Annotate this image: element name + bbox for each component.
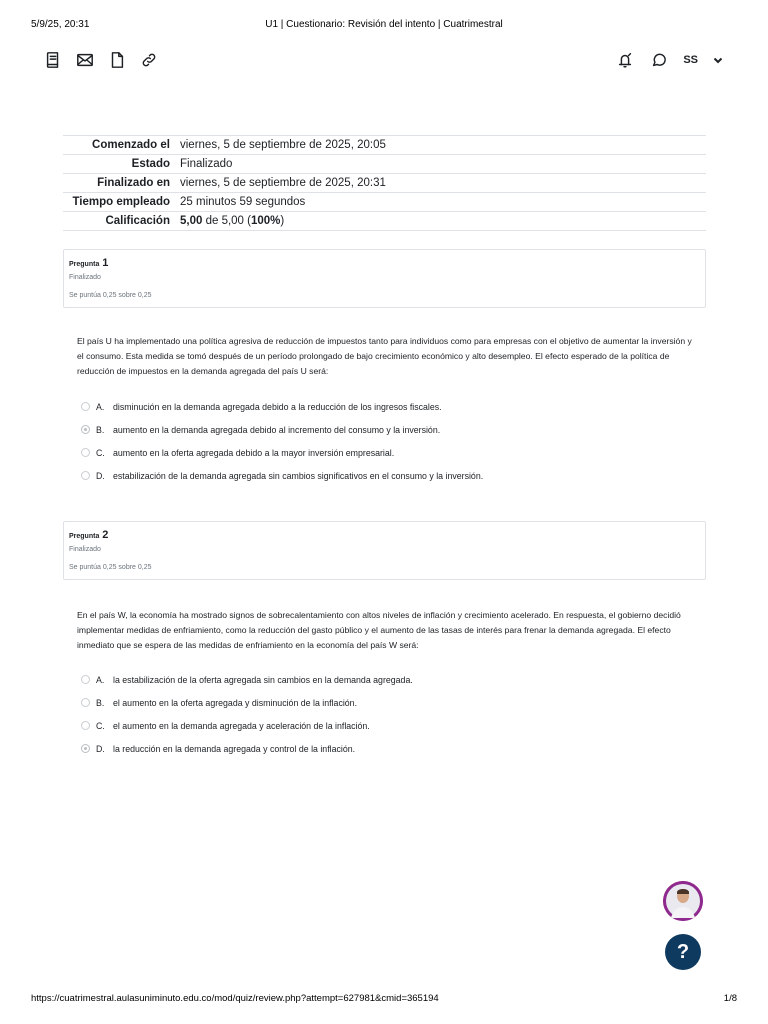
answer-option[interactable] <box>81 691 701 714</box>
summary-row-finished <box>63 174 706 193</box>
question-number-value: 1 <box>102 257 109 269</box>
answer-letter: B. <box>96 697 105 708</box>
answer-letter: C. <box>96 720 105 731</box>
print-title: U1 | Cuestionario: Revisión del intento | Cuatrimestral <box>265 19 503 30</box>
summary-value <box>175 212 706 231</box>
question-2-info <box>63 521 706 580</box>
answer-option[interactable] <box>81 418 701 441</box>
summary-row-time <box>63 193 706 212</box>
radio-button-selected[interactable] <box>81 425 90 434</box>
question-2-text: En el país W, la economía ha mostrado signos de sobrecalentamiento con altos niveles de inflación y crecimiento acelerado. En respuesta, el gobierno decidió implementar medidas de enfriamiento, como la reducción del gasto público y el aumento de las tasas de interés para frenar la demanda agregada. El efecto inmediato que se espera de las medidas de enfriamiento en la economía del país W será: <box>77 610 681 650</box>
summary-label: Comenzado el <box>63 136 175 155</box>
question-1-info <box>63 249 706 308</box>
book-icon[interactable] <box>43 50 63 70</box>
assistant-avatar[interactable] <box>663 881 703 921</box>
link-icon[interactable] <box>139 50 159 70</box>
answer-text: aumento en la demanda agregada debido al incremento del consumo y la inversión. <box>113 424 441 435</box>
question-grade: Se puntúa 0,25 sobre 0,25 <box>69 564 152 571</box>
file-icon[interactable] <box>107 50 127 70</box>
answer-option[interactable] <box>81 395 701 418</box>
question-number-value: 2 <box>102 529 109 541</box>
answer-text: estabilización de la demanda agregada sin cambios significativos en el consumo y la inversión. <box>113 470 484 481</box>
question-number <box>69 257 108 269</box>
summary-value: viernes, 5 de septiembre de 2025, 20:05 <box>175 136 706 155</box>
radio-button[interactable] <box>81 402 90 411</box>
summary-label: Estado <box>63 155 175 174</box>
radio-button[interactable] <box>81 721 90 730</box>
answer-text: disminución en la demanda agregada debido a la reducción de los ingresos fiscales. <box>113 401 442 412</box>
answer-letter: A. <box>96 674 105 685</box>
question-1-text: El país U ha implementado una política agresiva de reducción de impuestos tanto para individuos como para empresas con el objetivo de aumentar la inversión y el consumo. Esta medida se tomó después de un período prolongado de bajo crecimiento económico y alto desempleo. El efecto esperado de la política de reducción de impuestos en la demanda agregada del país U será: <box>77 336 692 376</box>
mail-icon[interactable] <box>75 50 95 70</box>
answer-text: la estabilización de la oferta agregada sin cambios en la demanda agregada. <box>113 674 413 685</box>
summary-label: Tiempo empleado <box>63 193 175 212</box>
summary-label: Calificación <box>63 212 175 231</box>
attempt-summary-table <box>63 135 706 231</box>
answer-letter: C. <box>96 447 105 458</box>
question-label: Pregunta <box>69 533 100 540</box>
bell-icon[interactable] <box>615 50 635 70</box>
summary-value: 25 minutos 59 segundos <box>175 193 706 212</box>
answer-letter: B. <box>96 424 105 435</box>
summary-row-started <box>63 136 706 155</box>
print-datetime: 5/9/25, 20:31 <box>31 19 90 30</box>
answer-option[interactable] <box>81 714 701 737</box>
answer-text: el aumento en la demanda agregada y aceleración de la inflación. <box>113 720 370 731</box>
summary-value: viernes, 5 de septiembre de 2025, 20:31 <box>175 174 706 193</box>
answer-letter: D. <box>96 470 105 481</box>
summary-label: Finalizado en <box>63 174 175 193</box>
grade-close: ) <box>280 215 285 227</box>
radio-button[interactable] <box>81 675 90 684</box>
print-page-number: 1/8 <box>723 993 737 1004</box>
grade-value: 5,00 <box>180 215 203 227</box>
question-grade: Se puntúa 0,25 sobre 0,25 <box>69 292 152 299</box>
print-url: https://cuatrimestral.aulasuniminuto.edu.co/mod/quiz/review.php?attempt=627981&cmid=365194 <box>31 993 439 1004</box>
summary-row-state <box>63 155 706 174</box>
grade-percent: 100% <box>250 215 281 227</box>
question-state: Finalizado <box>69 274 101 281</box>
question-number <box>69 529 108 541</box>
user-menu-initials[interactable]: SS <box>683 54 698 66</box>
radio-button[interactable] <box>81 448 90 457</box>
answer-option[interactable] <box>81 668 701 691</box>
chat-icon[interactable] <box>649 50 669 70</box>
radio-button-selected[interactable] <box>81 744 90 753</box>
grade-of: de 5,00 ( <box>202 215 251 227</box>
answer-text: la reducción en la demanda agregada y control de la inflación. <box>113 743 356 754</box>
toolbar-left <box>43 50 159 70</box>
chevron-down-icon[interactable] <box>712 54 724 66</box>
answer-option[interactable] <box>81 441 701 464</box>
summary-value: Finalizado <box>175 155 706 174</box>
question-1-answers <box>81 395 701 487</box>
question-label: Pregunta <box>69 261 100 268</box>
question-2-answers <box>81 668 701 760</box>
answer-letter: D. <box>96 743 105 754</box>
summary-row-grade <box>63 212 706 231</box>
answer-option[interactable] <box>81 737 701 760</box>
radio-button[interactable] <box>81 698 90 707</box>
radio-button[interactable] <box>81 471 90 480</box>
answer-text: aumento en la oferta agregada debido a la mayor inversión empresarial. <box>113 447 395 458</box>
help-button[interactable]: ? <box>665 934 701 970</box>
question-state: Finalizado <box>69 546 101 553</box>
answer-option[interactable] <box>81 464 701 487</box>
answer-text: el aumento en la oferta agregada y disminución de la inflación. <box>113 697 358 708</box>
toolbar-right <box>615 50 724 70</box>
answer-letter: A. <box>96 401 105 412</box>
